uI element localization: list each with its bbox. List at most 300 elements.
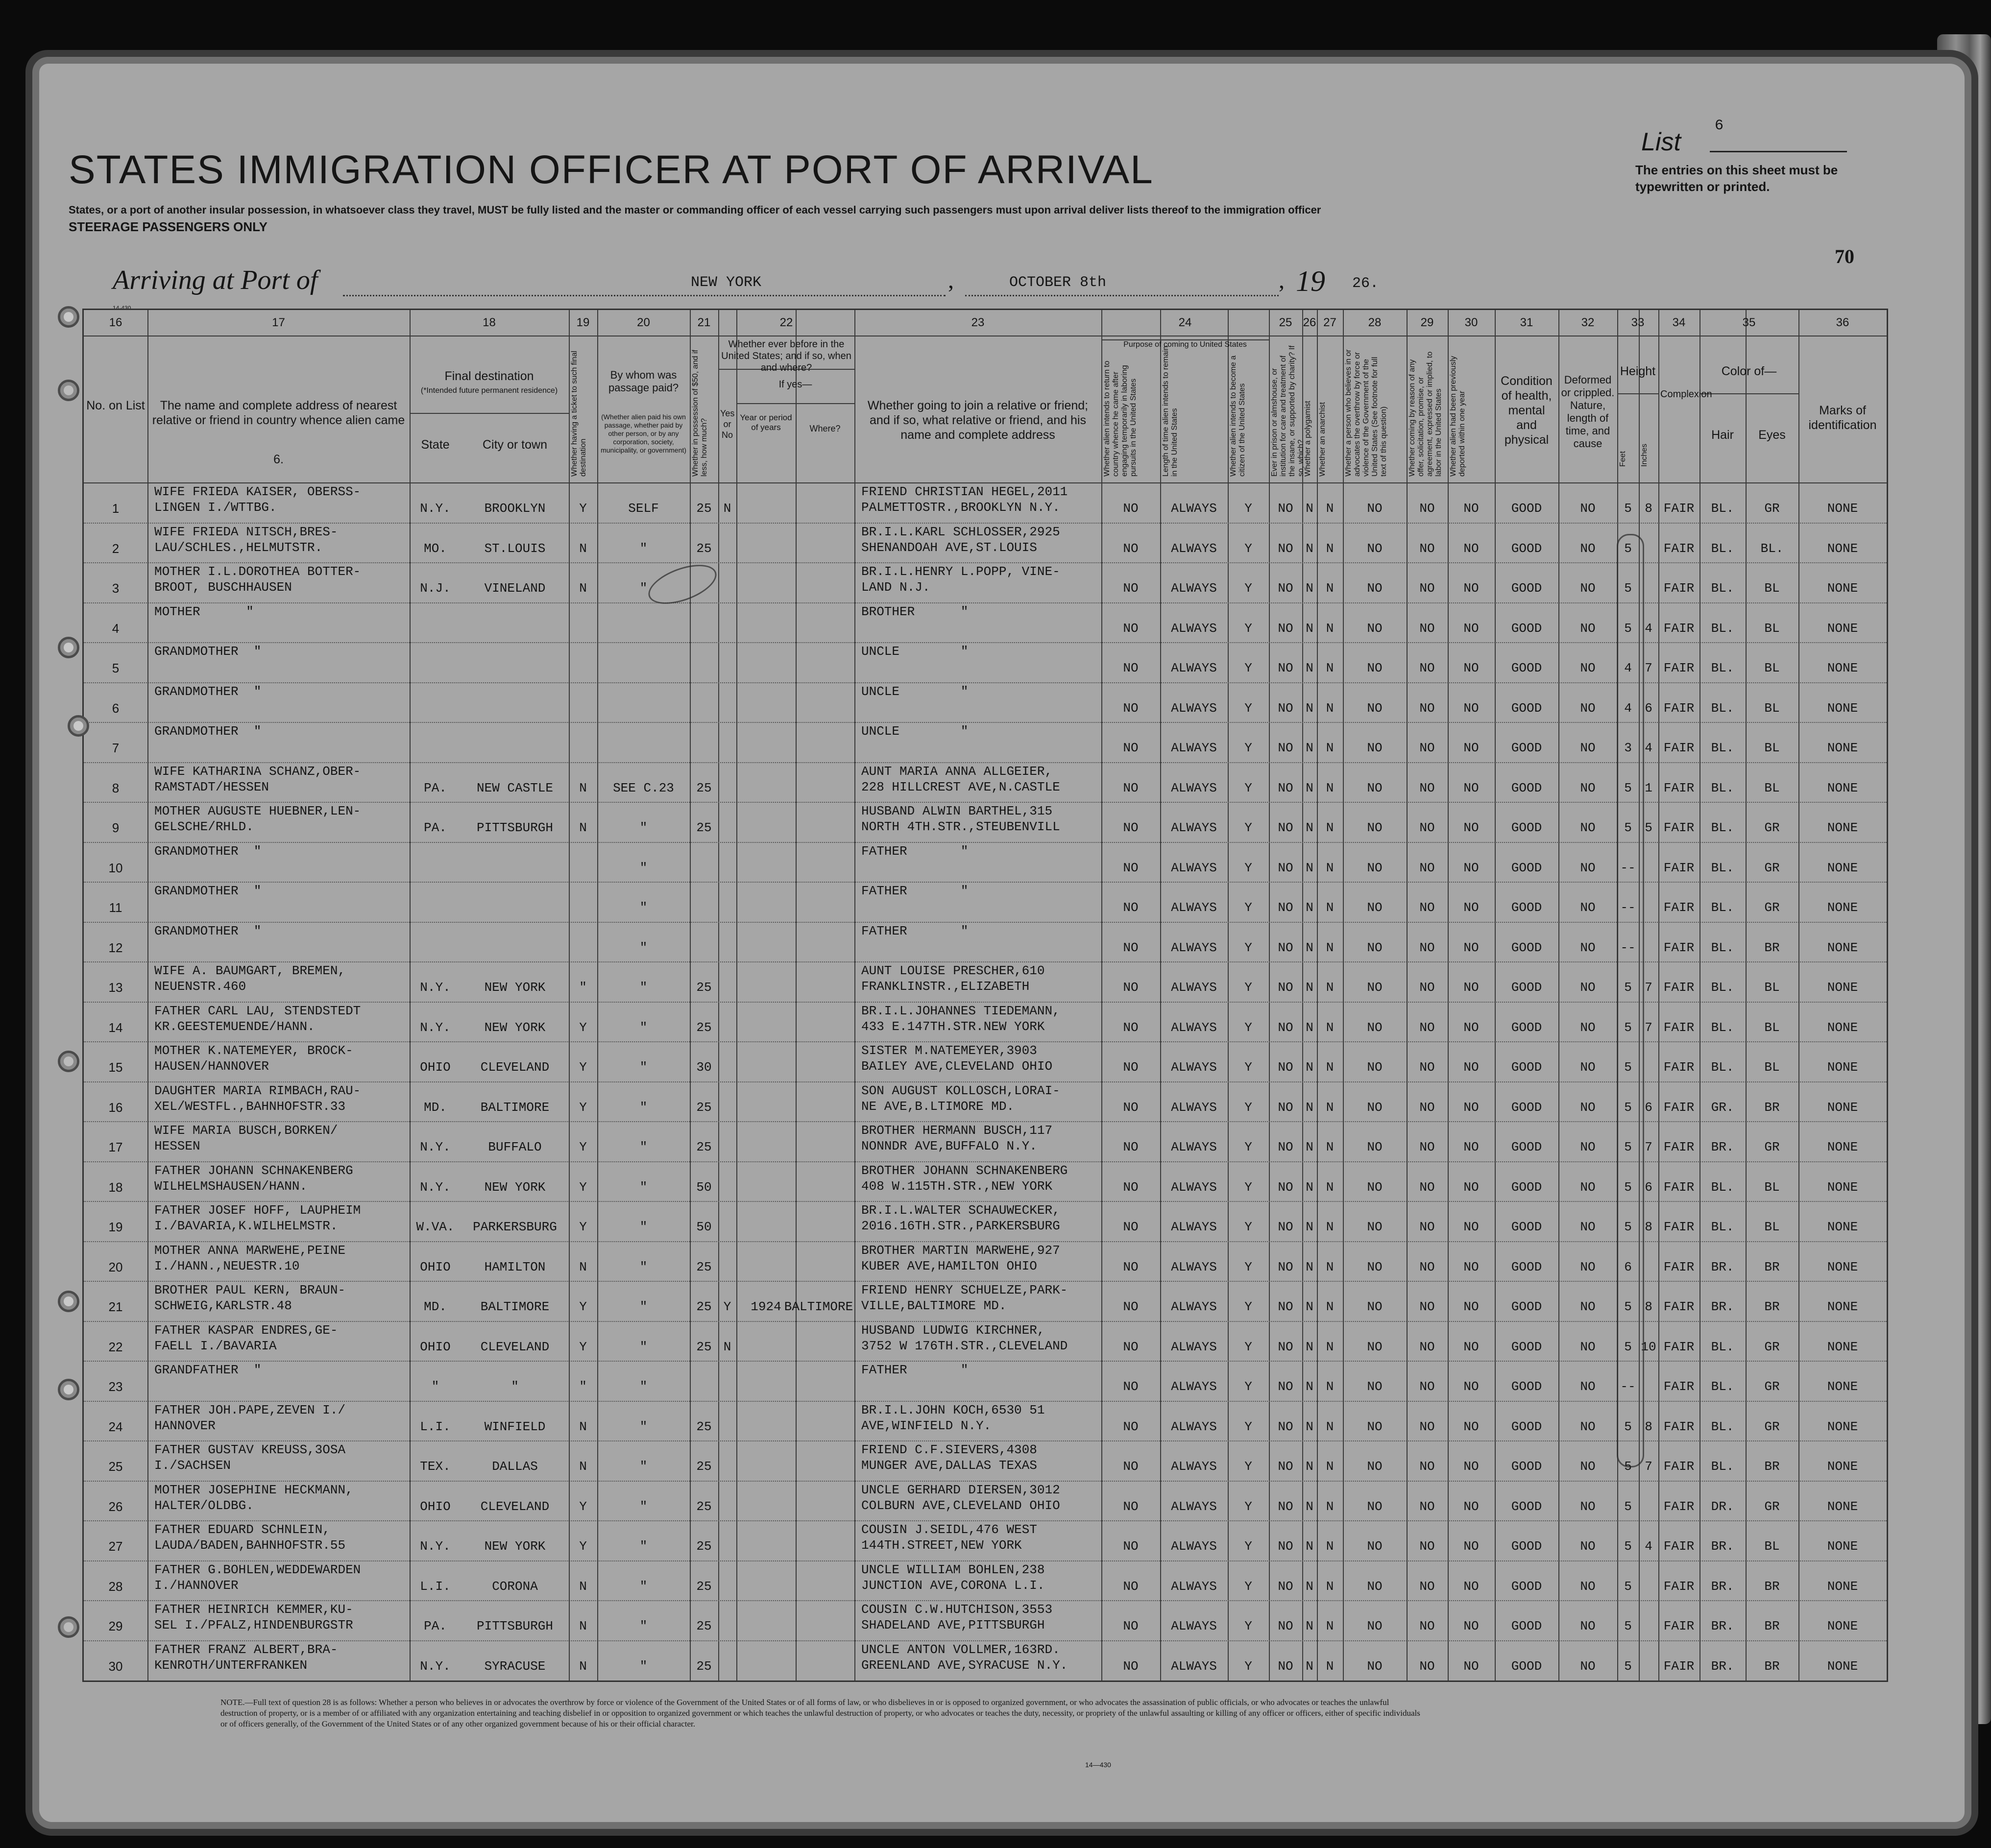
prison: NO (1278, 1619, 1293, 1633)
ever-where: BALTIMORE (784, 1299, 853, 1314)
join-relative-line1: AUNT MARIA ANNA ALLGEIER, (861, 764, 1053, 779)
health: GOOD (1511, 1579, 1542, 1594)
length-of-stay: ALWAYS (1171, 661, 1217, 675)
marks: NONE (1827, 1299, 1858, 1314)
join-relative-line2: AVE,WINFIELD N.Y. (861, 1418, 992, 1433)
header-purpose: Purpose of coming to United States (1123, 340, 1247, 349)
marks: NONE (1827, 621, 1858, 636)
eye-color: BL (1764, 581, 1780, 596)
anarchist: N (1326, 900, 1334, 915)
row-number: 8 (112, 780, 120, 795)
health: GOOD (1511, 1539, 1542, 1554)
punch-hole (58, 380, 79, 401)
row-rule (84, 602, 1887, 603)
deported: NO (1463, 1259, 1479, 1274)
complexion: FAIR (1663, 1060, 1695, 1075)
deformed: NO (1580, 1100, 1596, 1115)
header-if-yes: If yes— (778, 379, 812, 390)
height-inches: 8 (1645, 501, 1652, 516)
deformed: NO (1580, 1419, 1596, 1434)
q29: NO (1419, 1100, 1435, 1115)
state: PA. (424, 1619, 447, 1633)
q28: NO (1367, 1060, 1383, 1075)
header-prison: Ever in prison or almshouse, or institution for care and treatment of the insane, or supported by charity? If so, which? (1270, 345, 1305, 477)
hair-color: BL. (1711, 581, 1734, 596)
prison: NO (1278, 700, 1293, 716)
q28: NO (1367, 661, 1383, 675)
citizen-intent: Y (1244, 780, 1252, 795)
eye-color: BL (1764, 1220, 1780, 1234)
prison: NO (1278, 621, 1293, 636)
relative-address-line1: FATHER CARL LAU, STENDSTEDT (154, 1003, 361, 1018)
relative-address-line1: FATHER HEINRICH KEMMER,KU- (154, 1602, 353, 1617)
city: " (511, 1379, 519, 1394)
complexion: FAIR (1663, 1619, 1695, 1633)
marks: NONE (1827, 1658, 1858, 1674)
polygamist: N (1306, 581, 1313, 596)
join-relative-line2: 408 W.115TH.STR.,NEW YORK (861, 1178, 1053, 1194)
join-relative-line1: FATHER " (861, 923, 969, 938)
marks: NONE (1827, 1020, 1858, 1035)
hair-color: BL. (1711, 1220, 1734, 1234)
join-relative-line1: FATHER " (861, 843, 969, 859)
state: N.Y. (420, 1179, 451, 1195)
punch-hole (58, 1291, 79, 1312)
relative-address-line1: GRANDFATHER " (154, 1363, 262, 1377)
passage-paid: " (639, 1220, 648, 1234)
header-passage-paid-sub: (Whether alien paid his own passage, whether paid by other person, or by any corporation, society, municipality, or government) (601, 413, 686, 454)
header-state: State (421, 438, 450, 452)
relative-address-line2: KR.GEESTEMUENDE/HANN. (154, 1019, 315, 1034)
ever-before: Y (723, 1299, 731, 1314)
complexion: FAIR (1663, 1339, 1695, 1354)
anarchist: N (1326, 501, 1334, 516)
hair-color: BL. (1711, 940, 1734, 955)
citizen-intent: Y (1244, 1100, 1252, 1115)
complexion: FAIR (1663, 1020, 1695, 1035)
relative-address-line2: FAELL I./BAVARIA (154, 1338, 277, 1353)
prison: NO (1278, 1060, 1293, 1075)
prison: NO (1278, 1658, 1293, 1674)
passage-paid: " (639, 1140, 648, 1154)
money: 25 (696, 1339, 712, 1354)
deformed: NO (1580, 1339, 1596, 1354)
prison: NO (1278, 541, 1293, 556)
marks: NONE (1827, 1179, 1858, 1195)
citizen-intent: Y (1244, 1259, 1252, 1274)
return-intent: NO (1123, 1539, 1139, 1554)
money: 25 (696, 1658, 712, 1674)
deported: NO (1463, 1140, 1479, 1154)
join-relative-line1: UNCLE WILLIAM BOHLEN,238 (861, 1562, 1045, 1577)
q28: NO (1367, 1658, 1383, 1674)
polygamist: N (1306, 1299, 1313, 1314)
q29: NO (1419, 1539, 1435, 1554)
return-intent: NO (1123, 1419, 1139, 1434)
join-relative-line1: HUSBAND ALWIN BARTHEL,315 (861, 804, 1053, 818)
relative-address-line1: DAUGHTER MARIA RIMBACH,RAU- (154, 1083, 361, 1098)
state: N.J. (420, 581, 451, 596)
row-number: 20 (108, 1259, 123, 1274)
join-relative-line2: SHENANDOAH AVE,ST.LOUIS (861, 540, 1037, 555)
deported: NO (1463, 1060, 1479, 1075)
prison: NO (1278, 1459, 1293, 1474)
height-feet: 5 (1624, 820, 1632, 835)
return-intent: NO (1123, 900, 1139, 915)
row-rule (84, 842, 1887, 843)
complexion: FAIR (1663, 860, 1695, 875)
relative-address-line1: MOTHER JOSEPHINE HECKMANN, (154, 1482, 353, 1497)
row-number: 13 (108, 980, 123, 995)
eye-color: BL (1764, 780, 1780, 795)
passage-paid: " (639, 1299, 648, 1314)
hair-color: BL. (1711, 741, 1734, 755)
ticket: N (579, 581, 587, 596)
length-of-stay: ALWAYS (1171, 820, 1217, 835)
q28: NO (1367, 700, 1383, 716)
anarchist: N (1326, 820, 1334, 835)
complexion: FAIR (1663, 741, 1695, 755)
marks: NONE (1827, 1459, 1858, 1474)
relative-address-line1: FATHER JOH.PAPE,ZEVEN I./ (154, 1402, 346, 1417)
eye-color: BL (1764, 700, 1780, 716)
complexion: FAIR (1663, 1179, 1695, 1195)
length-of-stay: ALWAYS (1171, 1419, 1217, 1434)
eye-color: BL (1764, 1539, 1780, 1554)
height-feet: -- (1620, 940, 1636, 955)
relative-address-line1: GRANDMOTHER " (154, 923, 262, 938)
state: N.Y. (420, 1140, 451, 1154)
eye-color: GR (1764, 1339, 1780, 1354)
join-relative-line1: UNCLE " (861, 724, 969, 739)
complexion: FAIR (1663, 820, 1695, 835)
citizen-intent: Y (1244, 581, 1252, 596)
join-relative-line1: BR.I.L.WALTER SCHAUWECKER, (861, 1203, 1060, 1218)
relative-address-line1: WIFE MARIA BUSCH,BORKEN/ (154, 1123, 338, 1138)
comma: , (948, 267, 954, 293)
arrival-label: Arriving at Port of (113, 265, 318, 295)
prison: NO (1278, 1299, 1293, 1314)
prison: NO (1278, 900, 1293, 915)
passage-paid: " (639, 1339, 648, 1354)
join-relative-line2: NORTH 4TH.STR.,STEUBENVILL (861, 819, 1060, 834)
q29: NO (1419, 1220, 1435, 1234)
passage-paid: " (639, 1259, 648, 1274)
deformed: NO (1580, 1619, 1596, 1633)
health: GOOD (1511, 820, 1542, 835)
return-intent: NO (1123, 820, 1139, 835)
row-rule (84, 1081, 1887, 1082)
return-intent: NO (1123, 541, 1139, 556)
deported: NO (1463, 1179, 1479, 1195)
column-number: 26 (1303, 316, 1316, 329)
polygamist: N (1306, 1140, 1313, 1154)
health: GOOD (1511, 980, 1542, 995)
q29: NO (1419, 1060, 1435, 1075)
anarchist: N (1326, 980, 1334, 995)
city: SYRACUSE (484, 1658, 546, 1674)
height-feet: 5 (1624, 980, 1632, 995)
health: GOOD (1511, 1619, 1542, 1633)
row-rule (84, 762, 1887, 763)
row-rule (84, 882, 1887, 883)
city: CLEVELAND (480, 1339, 550, 1354)
hair-color: BL. (1711, 621, 1734, 636)
join-relative-line1: UNCLE GERHARD DIERSEN,3012 (861, 1482, 1060, 1497)
relative-address-line2: LAUDA/BADEN,BAHNHOFSTR.55 (154, 1538, 346, 1553)
money: 25 (696, 1619, 712, 1633)
date-line (965, 295, 1279, 296)
q28: NO (1367, 1220, 1383, 1234)
city: CLEVELAND (480, 1499, 550, 1514)
health: GOOD (1511, 1259, 1542, 1274)
height-feet: 5 (1624, 1619, 1632, 1633)
hair-color: BL. (1711, 900, 1734, 915)
height-feet: 5 (1624, 1339, 1632, 1354)
complexion: FAIR (1663, 581, 1695, 596)
q29: NO (1419, 1619, 1435, 1633)
health: GOOD (1511, 940, 1542, 955)
height-inches: 4 (1645, 741, 1652, 755)
deformed: NO (1580, 1459, 1596, 1474)
header-health: Condition of health, mental and physical (1501, 374, 1553, 447)
prison: NO (1278, 820, 1293, 835)
relative-address-line2: KENROTH/UNTERFRANKEN (154, 1657, 308, 1673)
q29: NO (1419, 700, 1435, 716)
arrival-line (113, 264, 1631, 299)
marks: NONE (1827, 741, 1858, 755)
q29: NO (1419, 541, 1435, 556)
polygamist: N (1306, 1179, 1313, 1195)
row-rule (84, 1321, 1887, 1322)
passage-paid: " (639, 980, 648, 995)
anarchist: N (1326, 661, 1334, 675)
complexion: FAIR (1663, 1299, 1695, 1314)
money: 25 (696, 1539, 712, 1554)
deported: NO (1463, 1499, 1479, 1514)
height-inches: 8 (1645, 1419, 1652, 1434)
passage-paid: " (639, 1379, 648, 1394)
height-feet: 5 (1624, 1539, 1632, 1554)
deported: NO (1463, 820, 1479, 835)
punch-hole (58, 1379, 79, 1400)
join-relative-line2: NE AVE,B.LTIMORE MD. (861, 1099, 1015, 1114)
complexion: FAIR (1663, 541, 1695, 556)
row-rule (84, 642, 1887, 643)
q29: NO (1419, 860, 1435, 875)
prison: NO (1278, 1100, 1293, 1115)
health: GOOD (1511, 1379, 1542, 1394)
city: BALTIMORE (480, 1100, 550, 1115)
deported: NO (1463, 1658, 1479, 1674)
deformed: NO (1580, 1060, 1596, 1075)
ticket: Y (579, 1539, 587, 1554)
state: OHIO (420, 1499, 451, 1514)
q29: NO (1419, 581, 1435, 596)
row-number: 12 (108, 940, 123, 955)
return-intent: NO (1123, 741, 1139, 755)
deformed: NO (1580, 501, 1596, 516)
complexion: FAIR (1663, 661, 1695, 675)
row-number: 11 (109, 900, 122, 915)
header-length: Length of time alien intends to remain in the United States (1162, 346, 1179, 477)
passage-paid: " (639, 1459, 648, 1474)
header-complexion: Complexion (1660, 389, 1712, 400)
polygamist: N (1306, 1259, 1313, 1274)
deformed: NO (1580, 1379, 1596, 1394)
length-of-stay: ALWAYS (1171, 1619, 1217, 1633)
hair-color: BL. (1711, 980, 1734, 995)
passage-paid: SEE C.23 (613, 780, 674, 795)
join-relative-line2: LAND N.J. (861, 580, 930, 595)
join-relative-line1: SON AUGUST KOLLOSCH,LORAI- (861, 1083, 1060, 1098)
return-intent: NO (1123, 1459, 1139, 1474)
complexion: FAIR (1663, 621, 1695, 636)
anarchist: N (1326, 1299, 1334, 1314)
q28: NO (1367, 1140, 1383, 1154)
eye-color: GR (1764, 1499, 1780, 1514)
row-number: 28 (108, 1579, 123, 1594)
health: GOOD (1511, 621, 1542, 636)
hair-color: BR. (1711, 1539, 1734, 1554)
row-rule (84, 1520, 1887, 1521)
row-rule (84, 1201, 1887, 1202)
q29: NO (1419, 820, 1435, 835)
anarchist: N (1326, 1339, 1334, 1354)
anarchist: N (1326, 1060, 1334, 1075)
return-intent: NO (1123, 1100, 1139, 1115)
q29: NO (1419, 741, 1435, 755)
port-line (343, 295, 946, 296)
row-rule (84, 1281, 1887, 1282)
row-rule (84, 1361, 1887, 1362)
citizen-intent: Y (1244, 1299, 1252, 1314)
marks: NONE (1827, 940, 1858, 955)
deported: NO (1463, 1619, 1479, 1633)
marks: NONE (1827, 541, 1858, 556)
polygamist: N (1306, 980, 1313, 995)
hair-color: BL. (1711, 820, 1734, 835)
citizen-intent: Y (1244, 1579, 1252, 1594)
relative-address-line1: WIFE FRIEDA KAISER, OBERSS- (154, 484, 361, 499)
q29: NO (1419, 1140, 1435, 1154)
return-intent: NO (1123, 581, 1139, 596)
height-feet: 5 (1624, 1220, 1632, 1234)
relative-address-line2: LAU/SCHLES.,HELMUTSTR. (154, 540, 323, 555)
complexion: FAIR (1663, 1539, 1695, 1554)
polygamist: N (1306, 700, 1313, 716)
q28: NO (1367, 1499, 1383, 1514)
eye-color: BR (1764, 1100, 1780, 1115)
city: CORONA (492, 1579, 538, 1594)
height-inches: 6 (1645, 700, 1652, 716)
deformed: NO (1580, 900, 1596, 915)
header-return: Whether alien intends to return to country whence he came after engaging temporarily in laboring pursuits in the United States (1103, 360, 1138, 477)
q28: NO (1367, 1419, 1383, 1434)
return-intent: NO (1123, 1339, 1139, 1354)
ticket: N (579, 1619, 587, 1633)
row-number: 18 (108, 1179, 123, 1195)
complexion: FAIR (1663, 980, 1695, 995)
citizen-intent: Y (1244, 1020, 1252, 1035)
state: N.Y. (420, 1539, 451, 1554)
citizen-intent: Y (1244, 900, 1252, 915)
ticket: N (579, 820, 587, 835)
prison: NO (1278, 1220, 1293, 1234)
passage-paid: " (639, 541, 648, 556)
return-intent: NO (1123, 1579, 1139, 1594)
header-ever-before: Whether ever before in the United States; and if so, when and where? (721, 339, 851, 373)
deported: NO (1463, 1339, 1479, 1354)
hair-color: BL. (1711, 780, 1734, 795)
health: GOOD (1511, 581, 1542, 596)
health: GOOD (1511, 1339, 1542, 1354)
city: PITTSBURGH (476, 1619, 554, 1633)
subheader-rule (1700, 393, 1798, 394)
row-rule (84, 1002, 1887, 1003)
relative-address-line2: BROOT, BUSCHHAUSEN (154, 580, 292, 595)
punch-hole (58, 1051, 79, 1072)
city: BROOKLYN (484, 501, 546, 516)
length-of-stay: ALWAYS (1171, 980, 1217, 995)
marks: NONE (1827, 1100, 1858, 1115)
header-relative-address: The name and complete address of nearest relative or friend in country whence alien came (152, 399, 405, 427)
join-relative-line1: BROTHER MARTIN MARWEHE,927 (861, 1243, 1060, 1258)
join-relative-line1: BROTHER JOHANN SCHNAKENBERG (861, 1163, 1068, 1178)
row-number: 4 (112, 621, 120, 636)
anarchist: N (1326, 541, 1334, 556)
polygamist: N (1306, 1100, 1313, 1115)
citizen-intent: Y (1244, 1419, 1252, 1434)
ticket: N (579, 1259, 587, 1274)
arrival-year: 26. (1352, 275, 1379, 292)
relative-address-line1: FATHER JOSEF HOFF, LAUPHEIM (154, 1203, 361, 1218)
column-number: 30 (1464, 316, 1478, 329)
q28: NO (1367, 980, 1383, 995)
row-number: 15 (108, 1060, 123, 1075)
city: NEW CASTLE (476, 780, 554, 795)
length-of-stay: ALWAYS (1171, 1339, 1217, 1354)
row-rule (84, 802, 1887, 803)
q29: NO (1419, 1499, 1435, 1514)
header-citizen: Whether alien intends to become a citizen of the United States (1229, 355, 1246, 477)
prison: NO (1278, 661, 1293, 675)
hair-color: BL. (1711, 860, 1734, 875)
state: L.I. (420, 1419, 451, 1434)
city: NEW YORK (484, 1179, 546, 1195)
join-relative-line1: FRIEND HENRY SCHUELZE,PARK- (861, 1283, 1068, 1297)
join-relative-line1: BR.I.L.JOHANNES TIEDEMANN, (861, 1003, 1060, 1018)
deformed: NO (1580, 741, 1596, 755)
eye-color: BR (1764, 1299, 1780, 1314)
length-of-stay: ALWAYS (1171, 1100, 1217, 1115)
ticket: Y (579, 1140, 587, 1154)
money: 25 (696, 501, 712, 516)
join-relative-line1: COUSIN C.W.HUTCHISON,3553 (861, 1602, 1053, 1617)
q29: NO (1419, 1379, 1435, 1394)
year-prefix: 19 (1296, 265, 1325, 297)
prison: NO (1278, 980, 1293, 995)
marks: NONE (1827, 860, 1858, 875)
complexion: FAIR (1663, 940, 1695, 955)
length-of-stay: ALWAYS (1171, 621, 1217, 636)
join-relative-line1: SISTER M.NATEMEYER,3903 (861, 1043, 1037, 1058)
length-of-stay: ALWAYS (1171, 900, 1217, 915)
q29: NO (1419, 501, 1435, 516)
prison: NO (1278, 1499, 1293, 1514)
q28: NO (1367, 1619, 1383, 1633)
height-inches: 8 (1645, 1299, 1652, 1314)
